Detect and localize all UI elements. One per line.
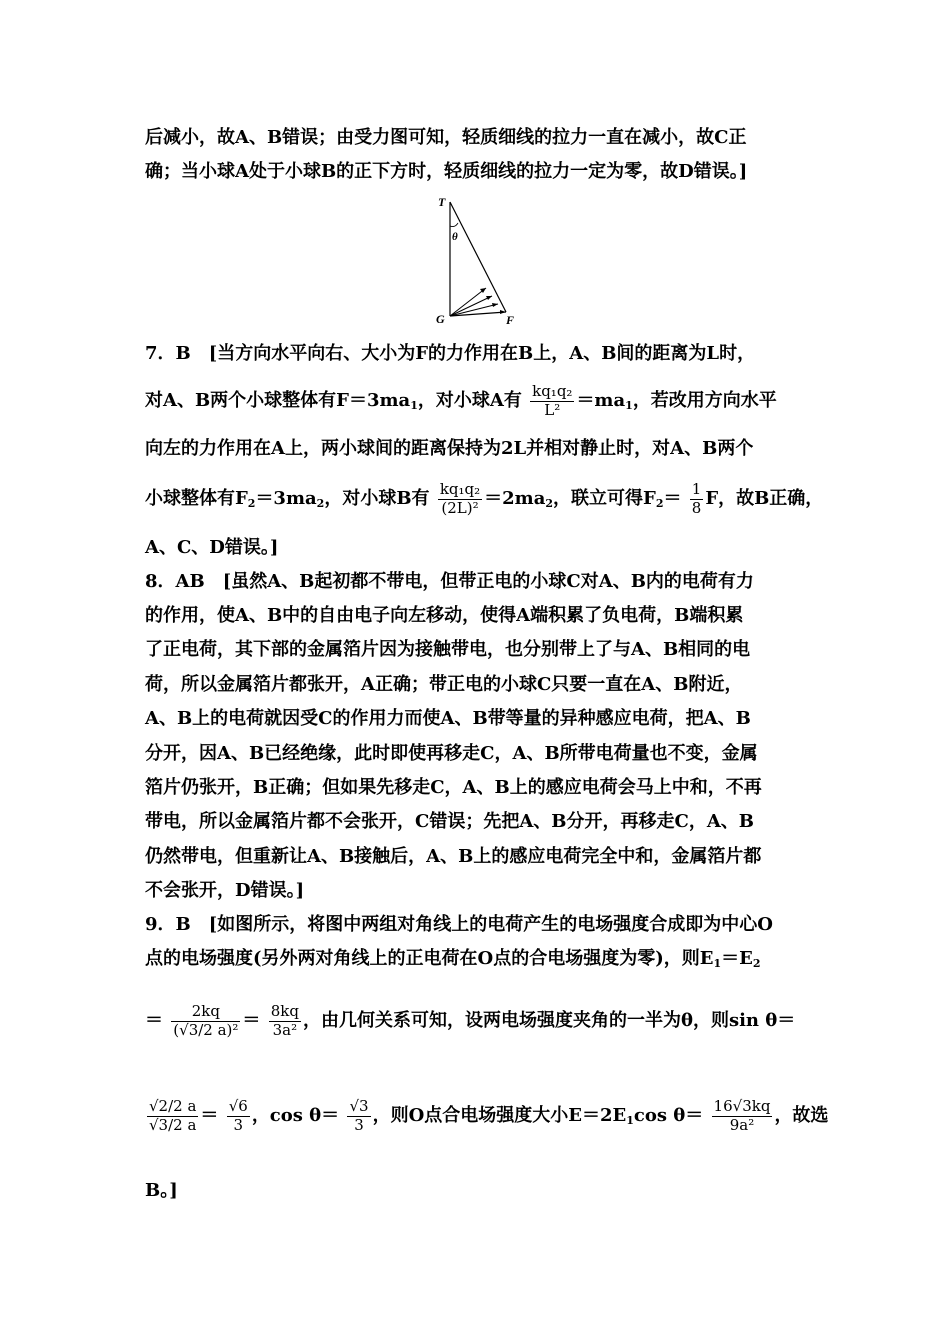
fraction: $\frac{8kq}{\text{3a²}}$ [270,1002,299,1039]
force-triangle-figure [428,188,528,333]
text-line: 了正电荷，其下部的金属箔片因为接触带电，也分别带上了与A、B相同的电 [145,639,751,660]
fraction: $\frac{√3}{3}$ [349,1097,369,1134]
text-line: 8．AB [虽然A、B起初都不带电，但带正电的小球C对A、B内的电荷有力 [145,571,754,592]
text-line: A、B上的电荷就因受C的作用力而使A、B带等量的异种感应电荷，把A、B [145,708,751,729]
text-line: 带电，所以金属箔片都不会张开，C错误；先把A、B分开，再移走C，A、B [145,811,755,832]
text-line: 向左的力作用在A上，两小球间的距离保持为2L并相对静止时，对A、B两个 [145,438,754,459]
text-line: A、C、D错误。] [145,537,279,558]
text-line: 点的电场强度(另外两对角线上的正电荷在O点的合电场强度为零)，则$E_1=E_2$ [145,948,761,970]
text-line: 荷，所以金属箔片都张开，A正确；带正电的小球C只要一直在A、B附近， [145,674,743,695]
fraction: $\frac{\text{kq₁q₂}}{\text{L²}}$ [532,382,573,419]
text-line: 箔片仍张开，B正确；但如果先移走C，A、B上的感应电荷会马上中和，不再 [145,777,762,798]
fraction: $\frac{1}{8}$ [691,480,702,517]
label-T: T [438,195,446,209]
text-line: 的作用，使A、B中的自由电子向左移动，使得A端积累了负电荷，B端积累 [145,605,744,626]
label-theta: θ [452,231,458,243]
fraction: $\frac{\text{kq₁q₂}}{\text{(2L)²}}$ [439,480,481,517]
label-G: G [436,312,445,326]
fraction: $\frac{16√3kq}{\text{9a²}}$ [713,1097,771,1134]
text-line: 仍然带电，但重新让A、B接触后，A、B上的感应电荷完全中和，金属箔片都 [145,846,762,867]
text-line: 7．B [当方向水平向右、大小为F的力作用在B上，A、B间的距离为L时， [145,343,756,364]
text-line: 不会张开，D错误。] [145,880,305,901]
text-line: 后减小，故A、B错误；由受力图可知，轻质细线的拉力一直在减小，故C正 [145,127,747,148]
fraction: $\frac{√2/2 a}{√3/2 a}$ [149,1097,197,1134]
text-line: 对A、B两个小球整体有$F=3ma_1$，对小球A有 $\frac{\text{kq₁q₂}}{\text{L²}}$ $=ma_1$，若改用方向水平 [145,382,777,419]
text-line: 9．B [如图所示，将图中两组对角线上的电荷产生的电场强度合成即为中心O [145,914,773,935]
text-line: ＝ $\frac{2kq}{\text{(√3/2 a)²}}$ ＝ $\frac{8kq}{\text{3a²}}$ ，由几何关系可知，设两电场强度夹角的一半为θ，则sin θ＝ [145,1002,796,1039]
text-line: $\frac{√2/2 a}{√3/2 a}$ ＝ $\frac{√6}{3}$ ，cos θ＝ $\frac{√3}{3}$ ，则O点合电场强度大小$E=2E_1\cos$ θ＝ $\frac{16√3kq}{\text{9a²}}$ ，故选 [149,1097,829,1134]
fraction: $\frac{√6}{3}$ [228,1097,248,1134]
text-line: 确；当小球A处于小球B的正下方时，轻质细线的拉力一定为零，故D错误。] [145,161,748,182]
fraction: $\frac{2kq}{\text{(√3/2 a)²}}$ [173,1002,239,1039]
text-line: 分开，因A、B已经绝缘，此时即使再移走C，A、B所带电荷量也不变，金属 [145,743,758,764]
text-line: B。] [145,1180,178,1201]
text-line: 小球整体有$F_2=3ma_2$，对小球B有 $\frac{\text{kq₁q₂}}{\text{(2L)²}}$ $=2ma_2$，联立可得$F_2=$ $\frac{1}{8}$ F，故B正确， [145,480,824,517]
label-F: F [506,313,515,327]
